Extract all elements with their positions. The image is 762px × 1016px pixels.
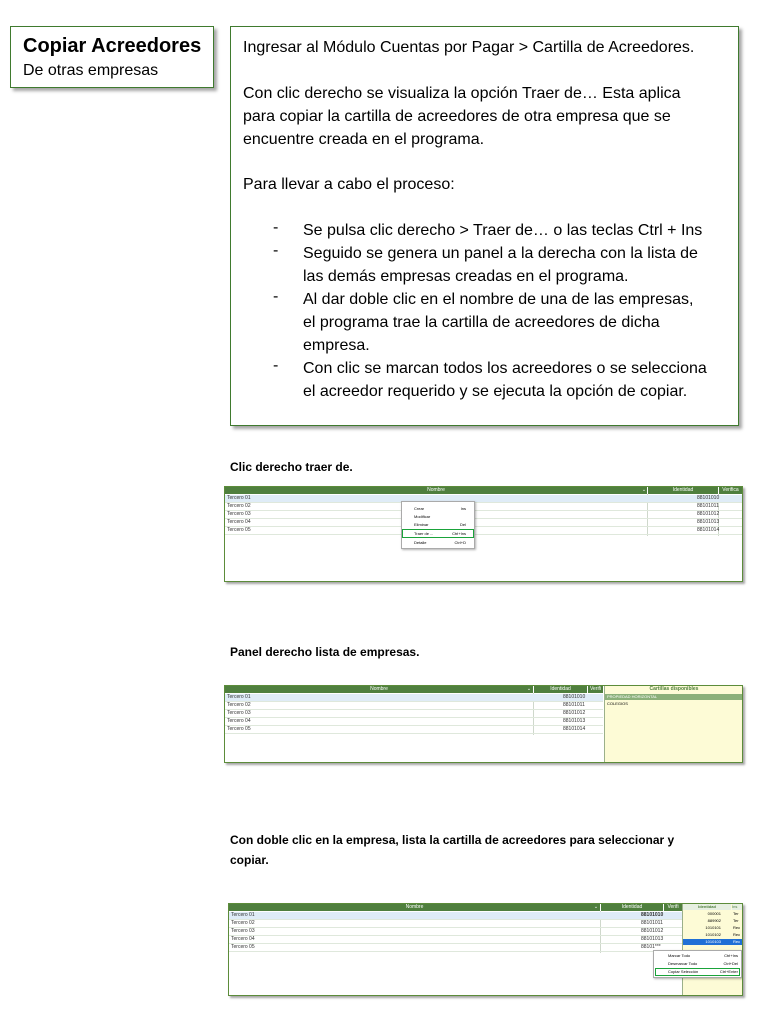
column-header-identidad[interactable]: Identidad: [648, 487, 718, 494]
creditor-id: 889902: [707, 918, 721, 923]
sort-icon: ⌄: [641, 487, 647, 493]
table-row[interactable]: [225, 495, 742, 503]
cell-identidad: 88101012: [697, 511, 720, 517]
table-row[interactable]: [225, 702, 603, 710]
cell-nombre: Tercero 01: [227, 694, 251, 700]
bullet-marker: -: [273, 242, 279, 259]
creditor-row-selected[interactable]: [683, 939, 743, 945]
menu-shortcut: Ctrl+Ins: [724, 953, 738, 958]
screenshot-copy-selection: [228, 903, 743, 996]
cell-identidad: 88101010: [641, 912, 664, 918]
cell-identidad: 88101***: [641, 944, 661, 950]
company-item-propiedad-horizontal[interactable]: PROPIEDAD HORIZONTAL: [605, 694, 743, 700]
bullet-4-line-1: Con clic se marcan todos los acreedores o se selecciona: [303, 360, 707, 377]
cell-identidad: 88101013: [641, 936, 664, 942]
column-header-nombre[interactable]: Nombre: [229, 904, 600, 911]
caption-3-line-1: Con doble clic en la empresa, lista la cartilla de acreedores para seleccionar y: [230, 833, 675, 847]
table-row[interactable]: [225, 511, 742, 519]
cell-nombre: Tercero 02: [231, 920, 255, 926]
cell-nombre: Tercero 04: [227, 519, 251, 525]
cell-nombre: Tercero 01: [231, 912, 255, 918]
screenshot-company-panel: [224, 685, 743, 763]
menu-shortcut: Ctrl+Ins: [452, 531, 466, 536]
bullet-marker: -: [273, 288, 279, 305]
cell-identidad: 88101014: [697, 527, 720, 533]
column-header-nombre[interactable]: Nombre: [225, 487, 647, 494]
table-row[interactable]: [225, 519, 742, 527]
instructions-box: [230, 26, 739, 426]
paragraph-2: Para llevar a cabo el proceso:: [243, 176, 455, 193]
column-header-verifi[interactable]: Verifi: [664, 904, 682, 911]
menu-shortcut: Ctrl+D: [454, 540, 466, 545]
cell-identidad: 88101014: [563, 726, 586, 732]
table-row[interactable]: [229, 920, 682, 928]
caption-3-line-2: copiar.: [230, 853, 269, 867]
creditor-id: 1010101: [705, 925, 721, 930]
sort-icon: ⌄: [526, 686, 532, 692]
creditor-row[interactable]: [683, 918, 743, 924]
page-title: Copiar Acreedores: [23, 35, 202, 57]
creditor-type: Rec: [733, 925, 741, 930]
creditor-type: Rec: [733, 939, 741, 944]
creditor-id: 1010103: [705, 939, 721, 944]
cell-identidad: 88101012: [563, 710, 586, 716]
screenshot-context-menu: [224, 486, 743, 582]
cell-identidad: 88101011: [697, 503, 719, 509]
column-header-identidad[interactable]: Identidad: [601, 904, 663, 911]
menu-item-marcar-todo[interactable]: Marcar Todo: [668, 953, 691, 958]
column-header-verifica[interactable]: Verifica: [719, 487, 742, 494]
menu-item-crear[interactable]: Crear: [414, 506, 425, 511]
panel-column-ins[interactable]: Ins: [732, 904, 743, 910]
table-row[interactable]: [225, 694, 603, 702]
bullet-1-line-1: Se pulsa clic derecho > Traer de… o las teclas Ctrl + Ins: [303, 222, 703, 239]
table-row[interactable]: [229, 944, 682, 952]
cell-identidad: 88101011: [641, 920, 663, 926]
table-row[interactable]: [229, 928, 682, 936]
bullet-marker: -: [273, 219, 279, 236]
menu-shortcut: Ctrl+Del: [723, 961, 738, 966]
intro-text: Ingresar al Módulo Cuentas por Pagar > Cartilla de Acreedores.: [243, 39, 695, 56]
cell-nombre: Tercero 02: [227, 503, 251, 509]
table-row[interactable]: [225, 718, 603, 726]
table-row[interactable]: [225, 503, 742, 511]
table-row[interactable]: [229, 912, 682, 920]
creditor-id: 1010102: [705, 932, 721, 937]
column-header-verifi[interactable]: Verifi: [589, 686, 602, 692]
column-header-nombre[interactable]: Nombre: [225, 686, 533, 693]
panel-column-identidad[interactable]: Identidad: [683, 904, 731, 910]
bullet-marker: -: [273, 357, 279, 374]
cell-nombre: Tercero 04: [231, 936, 255, 942]
paragraph-1-line-2: para copiar la cartilla de acreedores de otra empresa que se: [243, 108, 671, 125]
menu-item-copiar-seleccion[interactable]: Copiar Selección: [668, 969, 699, 974]
menu-shortcut: Del: [459, 522, 466, 527]
table-row[interactable]: [229, 936, 682, 944]
cell-identidad: 88101010: [697, 495, 720, 501]
cell-nombre: Tercero 03: [227, 710, 251, 716]
bullet-3-line-2: el programa trae la cartilla de acreedores de dicha: [303, 314, 660, 331]
menu-shortcut: Ins: [460, 506, 466, 511]
page-subtitle: De otras empresas: [23, 62, 159, 79]
creditor-id: 000001: [707, 911, 721, 916]
menu-item-traer-de[interactable]: Traer de ...: [414, 531, 434, 536]
paragraph-1-line-3: encuentre creada en el programa.: [243, 131, 485, 148]
bullet-4-line-2: el acreedor requerido y se ejecuta la opción de copiar.: [303, 383, 688, 400]
cell-identidad: 88101010: [563, 694, 586, 700]
creditor-type: Ter: [733, 918, 739, 923]
caption-1: Clic derecho traer de.: [230, 460, 353, 474]
menu-item-modificar[interactable]: Modificar: [414, 514, 431, 519]
table-row[interactable]: [225, 726, 603, 734]
column-header-identidad[interactable]: Identidad: [534, 686, 587, 693]
sort-icon: ⌄: [593, 904, 599, 910]
cell-identidad: 88101013: [697, 519, 720, 525]
cell-identidad: 88101013: [563, 718, 586, 724]
cell-nombre: Tercero 02: [227, 702, 251, 708]
companies-panel: [604, 686, 743, 762]
creditor-type: Rec: [733, 932, 741, 937]
cell-nombre: Tercero 05: [227, 527, 251, 533]
bullet-3-line-1: Al dar doble clic en el nombre de una de las empresas,: [303, 291, 694, 308]
cell-nombre: Tercero 04: [227, 718, 251, 724]
paragraph-1-line-1: Con clic derecho se visualiza la opción Traer de… Esta aplica: [243, 85, 681, 102]
bullet-2-line-2: las demás empresas creadas en el programa.: [303, 268, 629, 285]
cell-nombre: Tercero 05: [227, 726, 251, 732]
title-box: [10, 26, 214, 88]
context-menu: [401, 501, 475, 549]
menu-item-eliminar[interactable]: Eliminar: [414, 522, 429, 527]
menu-shortcut: Ctrl+Enter: [719, 969, 738, 974]
creditor-row[interactable]: [683, 911, 743, 917]
table-row[interactable]: [225, 710, 603, 718]
bullet-3-line-3: empresa.: [303, 337, 370, 354]
cell-nombre: Tercero 03: [227, 511, 251, 517]
cell-nombre: Tercero 01: [227, 495, 251, 501]
company-item-colegios[interactable]: COLEGIOS: [607, 701, 628, 706]
cell-nombre: Tercero 03: [231, 928, 255, 934]
cell-identidad: 88101011: [563, 702, 585, 708]
table-row[interactable]: [225, 527, 742, 535]
panel-title: Cartillas disponibles: [605, 686, 743, 693]
bullet-2-line-1: Seguido se genera un panel a la derecha con la lista de: [303, 245, 698, 262]
caption-2: Panel derecho lista de empresas.: [230, 645, 420, 659]
menu-item-desmarcar-todo[interactable]: Desmarcar Todo: [668, 961, 698, 966]
creditor-type: Ter: [733, 911, 739, 916]
menu-item-detalle[interactable]: Detalle: [414, 540, 427, 545]
creditor-row[interactable]: [683, 932, 743, 938]
cell-identidad: 88101012: [641, 928, 664, 934]
creditor-row[interactable]: [683, 925, 743, 931]
cell-nombre: Tercero 05: [231, 944, 255, 950]
copy-context-menu: [653, 950, 742, 978]
